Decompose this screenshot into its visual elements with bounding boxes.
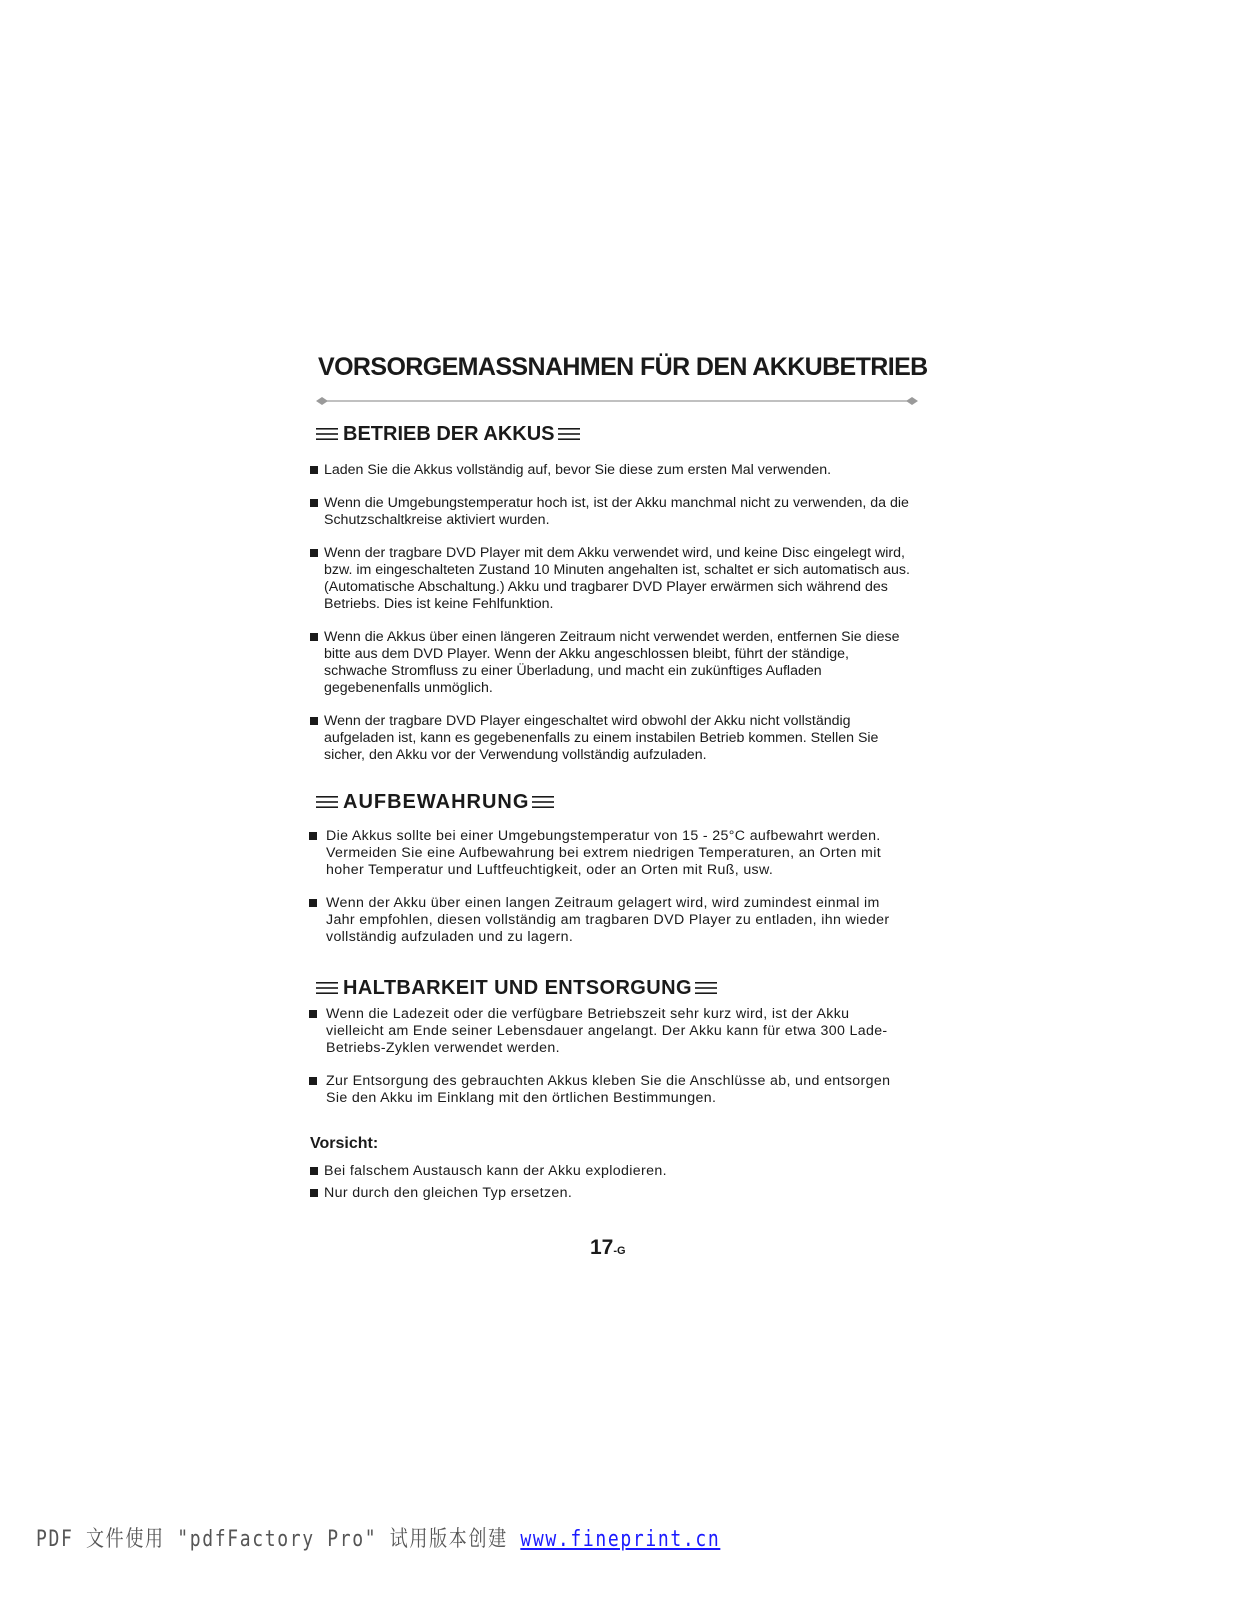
square-bullet-icon <box>310 549 318 557</box>
section-heading <box>316 975 926 1001</box>
section-heading <box>316 789 926 815</box>
diamond-left-icon <box>316 397 328 405</box>
list-item <box>310 495 910 529</box>
square-bullet-icon <box>310 717 318 725</box>
list-item-text: Die Akkus sollte bei einer Umgebungstemperatur von 15 - 25°C aufbewahrt werden. Vermeiden Sie eine Aufbewahrung bei extrem niedrigen Temperaturen, an Orten mit hoher Temperatur und Luftfeuchtigkeit, oder an Orten mit Ruß, usw. <box>326 828 881 878</box>
list-item-text: Wenn der tragbare DVD Player eingeschaltet wird obwohl der Akku nicht vollständig aufgeladen ist, kann es gegebenenfalls zu einem instabilen Betrieb kommen. Stellen Sie sicher, den Akku vor der Verwendung vollständig aufzuladen. <box>324 713 879 763</box>
triple-line-icon <box>695 980 717 996</box>
watermark-text: PDF 文件使用 "pdfFactory Pro" 试用版本创建 <box>36 1527 521 1552</box>
caution-title: Vorsicht: <box>310 1135 379 1152</box>
square-bullet-icon <box>309 832 317 840</box>
section-heading-text: BETRIEB DER AKKUS <box>343 423 555 445</box>
square-bullet-icon <box>310 633 318 641</box>
square-bullet-icon <box>310 499 318 507</box>
list-item-text: Wenn die Ladezeit oder die verfügbare Betriebszeit sehr kurz wird, ist der Akku vielleicht am Ende seiner Lebensdauer angelangt. Der Akku kann für etwa 300 Lade-Betriebs-Zyklen verwendet werden. <box>326 1006 888 1056</box>
title-divider <box>316 396 918 406</box>
list-item-text: Nur durch den gleichen Typ ersetzen. <box>324 1185 573 1201</box>
triple-line-icon <box>532 794 554 810</box>
triple-line-icon <box>316 980 338 996</box>
section-betrieb <box>316 421 926 447</box>
list-item <box>310 713 910 764</box>
list-item <box>310 462 910 479</box>
caution-list <box>310 1163 910 1202</box>
square-bullet-icon <box>310 1189 318 1197</box>
list-item-text: Wenn der tragbare DVD Player mit dem Akku verwendet wird, und keine Disc eingelegt wird, bzw. im eingeschalteten Zustand 10 Minuten angehalten ist, schaltet er sich automatisch aus. (Automatische Abschaltung.) Akku und tragbarer DVD Player erwärmen sich während des Betriebs. Dies ist keine Fehlfunktion. <box>324 545 910 612</box>
list-item <box>310 629 910 697</box>
list-item <box>310 1185 910 1202</box>
list-item <box>309 828 909 879</box>
square-bullet-icon <box>309 1010 317 1018</box>
square-bullet-icon <box>310 1167 318 1175</box>
square-bullet-icon <box>309 899 317 907</box>
aufbewahrung-list <box>309 828 909 946</box>
list-item-text: Zur Entsorgung des gebrauchten Akkus kleben Sie die Anschlüsse ab, und entsorgen Sie den Akku im Einklang mit den örtlichen Bestimmungen. <box>326 1073 891 1106</box>
pdf-watermark <box>36 1522 720 1553</box>
list-item-text: Wenn die Akkus über einen längeren Zeitraum nicht verwendet werden, entfernen Sie diese bitte aus dem DVD Player. Wenn der Akku angeschlossen bleibt, führt der ständige, schwache Stromfluss zu einer Überladung, und macht ein zukünftiges Aufladen gegebenenfalls unmöglich. <box>324 629 900 696</box>
triple-line-icon <box>316 426 338 442</box>
page-title: VORSORGEMASSNAHMEN FÜR DEN AKKUBETRIEB <box>318 353 928 381</box>
list-item <box>310 1163 910 1180</box>
square-bullet-icon <box>310 466 318 474</box>
list-item-text: Laden Sie die Akkus vollständig auf, bevor Sie diese zum ersten Mal verwenden. <box>324 462 832 478</box>
haltbarkeit-list <box>309 1006 909 1107</box>
triple-line-icon <box>558 426 580 442</box>
list-item <box>309 1006 909 1057</box>
list-item <box>309 1073 909 1107</box>
watermark-link[interactable]: www.fineprint.cn <box>520 1527 721 1552</box>
list-item-text: Wenn der Akku über einen langen Zeitraum gelagert wird, wird zumindest einmal im Jahr empfohlen, diesen vollständig am tragbaren DVD Player zu entladen, ihn wieder vollständig aufzuladen und zu lagern. <box>326 895 890 945</box>
page-number-value: 17 <box>590 1236 614 1259</box>
list-item-text: Wenn die Umgebungstemperatur hoch ist, ist der Akku manchmal nicht zu verwenden, da die Schutzschaltkreise aktiviert wurden. <box>324 495 909 528</box>
page-number <box>590 1236 626 1263</box>
diamond-right-icon <box>906 397 918 405</box>
betrieb-list <box>310 462 910 764</box>
triple-line-icon <box>316 794 338 810</box>
list-item <box>310 545 910 613</box>
list-item-text: Bei falschem Austausch kann der Akku explodieren. <box>324 1163 667 1179</box>
section-heading-text: HALTBARKEIT UND ENTSORGUNG <box>343 977 692 999</box>
caution-block <box>310 1134 910 1202</box>
square-bullet-icon <box>309 1077 317 1085</box>
page-number-suffix: -G <box>613 1245 626 1257</box>
section-heading <box>316 421 926 447</box>
section-heading-text: AUFBEWAHRUNG <box>343 791 530 813</box>
section-haltbarkeit <box>316 975 926 1001</box>
section-aufbewahrung <box>316 789 926 815</box>
list-item <box>309 895 909 946</box>
